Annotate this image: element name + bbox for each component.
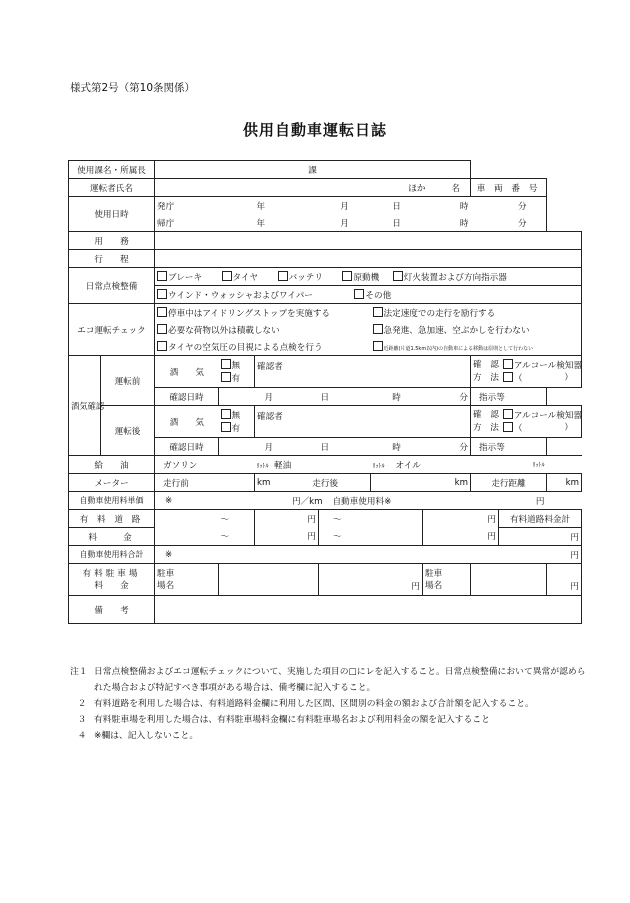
checkbox-icon[interactable] [503,409,513,419]
row-parking [69,564,582,596]
sake-status-before [219,356,255,388]
fuel-oil-liter: ﾘｯﾄﾙ [471,456,547,474]
depart-month[interactable]: 月 [319,197,371,215]
detector-option-after[interactable]: アルコール検知器 [503,409,582,422]
row-date-depart [69,197,582,215]
row-business [69,232,582,250]
instruction-field-after[interactable] [547,438,582,456]
unit-price-label: 自動車使用料単価 [69,492,155,510]
return-month[interactable]: 月 [319,214,371,232]
other-method-option[interactable]: （ [503,372,523,385]
eco-check-speed[interactable]: 法定速度での走行を励行する [371,304,582,322]
remarks-field[interactable] [155,596,582,624]
eco-check-load[interactable]: 必要な荷物以外は積載しない [155,321,371,338]
inspection-check-brake[interactable]: ブレーキ [157,273,202,283]
checkbox-icon[interactable] [157,271,167,281]
confirm-day-after[interactable]: 日 [319,438,371,456]
row-route [69,250,582,268]
parking-yen-2[interactable]: 円 [547,564,582,596]
method-label-2-after: 方 法 [473,423,499,433]
fee-total-field: ※ 円 [155,546,582,564]
toll-yen-1[interactable]: 円 [255,510,319,528]
confirm-day-before[interactable]: 日 [319,388,371,406]
row-fee-total [69,546,582,564]
business-label: 用 務 [69,232,155,250]
checkbox-icon[interactable] [157,289,167,299]
row-alcohol-before-1 [69,356,582,388]
toll-label-2: 料 金 [69,528,155,546]
ka-label: 課 [308,165,317,176]
checkbox-icon[interactable] [221,409,231,419]
confirm-datetime-label: 確認日時 [155,388,219,406]
hoka-label: ほか [408,183,426,194]
detector-option[interactable]: アルコール検知器 [503,359,582,372]
return-day[interactable]: 日 [371,214,423,232]
row-toll-2 [69,528,582,546]
note-2: ２ 有料道路を利用した場合は、有料道路料金欄に利用した区間、区間別の料金の額および合計額を記入すること。 [77,699,534,709]
route-field[interactable] [155,250,582,268]
sake-none-option[interactable]: 無 [221,359,253,372]
checkbox-icon[interactable] [342,271,352,281]
meter-after[interactable]: km 走行後 [255,474,371,492]
meter-distance-km[interactable]: km [547,474,582,492]
route-label: 行 程 [69,250,155,268]
sake-yes-option-after[interactable]: 有 [221,422,253,435]
row-alcohol-after-1 [69,406,582,438]
fuel-oil[interactable]: ﾘｯﾄﾙ オイル [371,456,471,474]
return-hour[interactable]: 時 [423,214,471,232]
notes [70,664,590,744]
parking-lot-label-2: 駐車 場名 [423,564,471,596]
toll-section-2[interactable]: 〜 [319,510,423,528]
confirmer-label: 確認者 [255,356,319,388]
checkbox-icon[interactable] [373,341,383,351]
checkbox-icon[interactable] [278,271,288,281]
sake-label-after: 酒 気 [155,406,219,438]
inspection-line-1 [155,268,582,286]
instruction-label-before: 指示等 [471,388,547,406]
fuel-label: 給 油 [69,456,155,474]
confirmer-label-after: 確認者 [255,406,319,438]
eco-label: エコ運転チェック [69,304,155,356]
confirm-minute-before[interactable]: 分 [423,388,471,406]
confirmer-field-after[interactable] [319,406,471,438]
checkbox-icon[interactable] [222,271,232,281]
method-label-2: 方 法 [473,373,499,383]
row-driver [69,179,582,197]
toll-yen-4[interactable]: 円 [423,528,499,546]
meter-before[interactable]: 走行前 [155,474,255,492]
row-fuel [69,456,582,474]
toll-label-1: 有 料 道 路 [69,510,155,528]
depart-hour[interactable]: 時 [423,197,471,215]
fuel-gasoline[interactable]: ガソリン [155,456,255,474]
confirm-hour-after[interactable]: 時 [371,438,423,456]
inspection-check-battery[interactable]: バッテリ [278,273,323,283]
toll-total-label: 有料道路料金計 [499,510,582,528]
method-label-1-after: 確 認 [473,410,499,420]
driver-field[interactable] [155,179,471,197]
method-before: 確 認 アルコール検知器 方 法 （ ） [471,356,582,388]
checkbox-icon[interactable] [503,422,513,432]
meter-label: メーター [69,474,155,492]
depart-day[interactable]: 日 [371,197,423,215]
parking-lot-field-1[interactable] [219,564,319,596]
page-title: 供用自動車運転日誌 [242,121,387,139]
inspection-check-engine[interactable]: 原動機 [342,273,379,283]
mei-label: 名 [451,183,461,194]
meter-distance-label: 走行距離 [471,474,547,492]
eco-check-tire-pressure[interactable]: タイヤの空気圧の目視による点検を行う [155,338,371,356]
checkbox-icon[interactable] [503,359,513,369]
depart-label: 発庁 [155,197,219,215]
car-number-field[interactable] [547,179,582,197]
parking-lot-field-2[interactable] [471,564,547,596]
remarks-label: 備 考 [69,596,155,624]
row-meter [69,474,582,492]
confirmer-field-before[interactable] [319,356,471,388]
confirm-minute-after[interactable]: 分 [423,438,471,456]
car-number-label: 車 両 番 号 [471,179,547,197]
vehicle-fee-label: 自動車使用料※ [319,492,471,510]
checkbox-icon[interactable] [157,307,167,317]
form-number: 様式第2号（第10条関係） [70,82,196,94]
alcohol-before-label: 運転前 [101,356,155,406]
checkbox-icon[interactable] [221,372,231,382]
return-label: 帰庁 [155,214,219,232]
row-toll-1 [69,510,582,528]
row-unit-price [69,492,582,510]
confirm-datetime-label-after: 確認日時 [155,438,219,456]
parking-yen-1[interactable]: 円 [319,564,423,596]
fee-total-label: 自動車使用料合計 [69,546,155,564]
checkbox-icon[interactable] [157,324,167,334]
confirm-month-after[interactable]: 月 [219,438,319,456]
driver-label: 運転者氏名 [69,179,155,197]
checkbox-icon[interactable] [354,289,364,299]
row-inspection-1 [69,268,582,286]
checkbox-icon[interactable] [373,307,383,317]
sake-yes-option[interactable]: 有 [221,372,253,385]
toll-tilde-3[interactable]: 〜 [219,528,255,546]
dept-field[interactable] [155,161,471,179]
alcohol-after-label: 運転後 [101,406,155,456]
inspection-check-wiper[interactable]: ウインド・ウォッシャおよびワイパー [157,291,313,301]
eco-check-idling[interactable]: 停車中はアイドリングストップを実施する [155,304,371,322]
depart-minute[interactable]: 分 [499,197,547,215]
unit-price-field: ※ 円／km [155,492,319,510]
sake-label: 酒 気 [155,356,219,388]
confirm-month-before[interactable]: 月 [219,388,319,406]
row-dept [69,161,582,179]
parking-label: 有料駐車場 料 金 [69,564,155,596]
confirm-hour-before[interactable]: 時 [371,388,423,406]
inspection-check-other[interactable]: その他 [354,291,391,301]
inspection-check-tire[interactable]: タイヤ [222,273,259,283]
meter-after-km[interactable]: km [371,474,471,492]
inspection-check-lights[interactable]: 灯火装置および方向指示器 [393,273,507,283]
inspection-label: 日常点検整備 [69,268,155,304]
parking-lot-label-1: 駐車 場名 [155,564,219,596]
inspection-line-2 [155,286,582,304]
checkbox-icon[interactable] [503,372,513,382]
other-method-option-after[interactable]: （ [503,422,523,435]
method-after: 確 認 アルコール検知器 方 法 （ ） [471,406,582,438]
method-label-1: 確 認 [473,360,499,370]
toll-total-yen[interactable]: 円 [499,528,582,546]
row-eco-1 [69,304,582,322]
business-field[interactable] [155,232,582,250]
toll-tilde-1[interactable]: 〜 [219,510,255,528]
checkbox-icon[interactable] [393,271,403,281]
sake-none-option-after[interactable]: 無 [221,409,253,422]
date-label: 使用日時 [69,197,155,232]
toll-section-4[interactable]: 〜 [319,528,423,546]
toll-yen-3[interactable]: 円 [255,528,319,546]
row-remarks [69,596,582,624]
toll-yen-2[interactable]: 円 [423,510,499,528]
checkbox-icon[interactable] [373,324,383,334]
return-year[interactable]: 年 [255,214,319,232]
eco-check-acceleration[interactable]: 急発進、急加速、空ぶかしを行わない [371,321,582,338]
eco-check-short-distance[interactable]: 近距離(片道1.5km以内)の自動車による移動は原則として行わない [371,338,582,356]
checkbox-icon[interactable] [221,422,231,432]
instruction-field-before[interactable] [547,388,582,406]
checkbox-icon[interactable] [157,341,167,351]
fuel-diesel[interactable]: ﾘｯﾄﾙ 軽油 [255,456,371,474]
depart-year[interactable]: 年 [255,197,319,215]
sake-status-after [219,406,255,438]
alcohol-label: 酒気確認 [69,356,101,456]
note-4: ４ ※欄は、記入しないこと。 [77,731,199,741]
dept-label: 使用課名・所属長 [69,161,155,179]
note-3: ３ 有料駐車場を利用した場合は、有料駐車場料金欄に有料駐車場名および利用料金の額を記入すること [77,715,490,725]
vehicle-fee-yen: 円 [471,492,547,510]
return-minute[interactable]: 分 [499,214,547,232]
driving-log-table [68,160,582,624]
instruction-label-after: 指示等 [471,438,547,456]
checkbox-icon[interactable] [221,359,231,369]
note-1: 注１ 日常点検整備およびエコ運転チェックについて、実施した項目の□にレを記入すること。日常点検整備において異常が認められた場合および特記すべき事項がある場合は、備考欄に記入すること。 [70,667,586,693]
